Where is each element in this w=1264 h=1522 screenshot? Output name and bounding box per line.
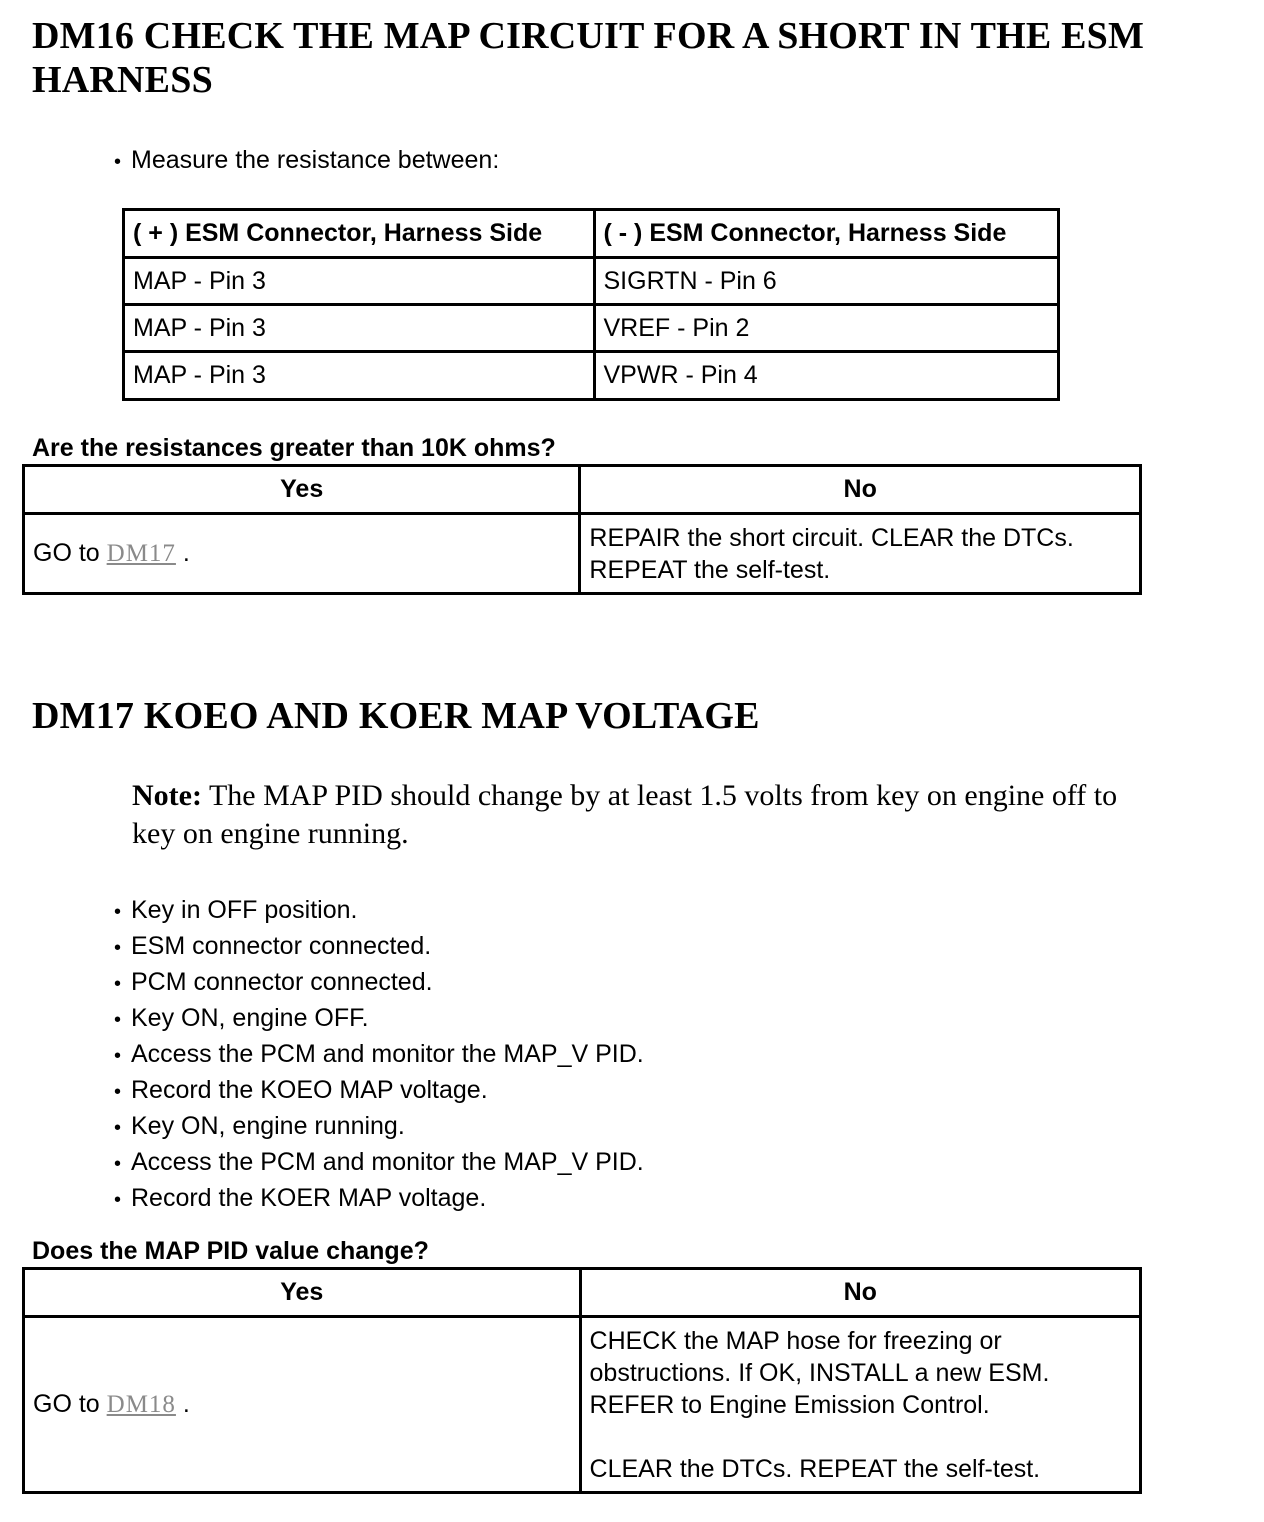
table-row — [124, 305, 1059, 352]
table-row — [124, 258, 1059, 305]
bullet-icon: • — [114, 151, 122, 173]
dm17-note — [132, 777, 1252, 853]
table-cell: VPWR - Pin 4 — [594, 352, 1059, 400]
list-item-text: PCM connector connected. — [131, 968, 433, 996]
answer-header-no: No — [580, 466, 1141, 514]
answer-yes-cell — [24, 1317, 581, 1493]
bullet-icon: • — [114, 1153, 122, 1175]
dm16-bullet-text: Measure the resistance between: — [131, 146, 500, 174]
answer-no-line: CLEAR the DTCs. REPEAT the self-test. — [589, 1454, 1041, 1483]
period-text: . — [182, 1390, 190, 1418]
list-item-text: ESM connector connected. — [131, 932, 432, 960]
table-cell: SIGRTN - Pin 6 — [594, 258, 1059, 305]
dm17-note-line1 — [132, 777, 1252, 815]
go-to-text: GO to — [33, 539, 100, 567]
list-item-text: Key ON, engine OFF. — [131, 1004, 369, 1032]
dm16-question: Are the resistances greater than 10K ohms? — [32, 434, 556, 462]
list-item — [114, 1109, 644, 1145]
bullet-icon: • — [114, 901, 122, 923]
list-item-text: Key ON, engine running. — [131, 1112, 405, 1140]
bullet-icon: • — [114, 973, 122, 995]
answer-no-line: obstructions. If OK, INSTALL a new ESM. — [589, 1358, 1050, 1387]
list-item — [114, 929, 644, 965]
bullet-icon: • — [114, 1189, 122, 1211]
list-item — [114, 1145, 644, 1181]
table-header-row — [124, 210, 1059, 258]
dm17-link[interactable]: DM17 — [106, 540, 176, 567]
dm16-title — [32, 14, 1144, 102]
table-cell: MAP - Pin 3 — [124, 258, 595, 305]
note-label: Note: — [132, 779, 202, 812]
table-header-negative: ( - ) ESM Connector, Harness Side — [594, 210, 1059, 258]
list-item — [114, 1037, 644, 1073]
dm17-title: DM17 KOEO AND KOER MAP VOLTAGE — [32, 695, 760, 737]
list-item — [114, 1073, 644, 1109]
answer-header-row — [24, 466, 1141, 514]
answer-header-yes: Yes — [24, 466, 580, 514]
table-cell: VREF - Pin 2 — [594, 305, 1059, 352]
answer-header-no: No — [580, 1269, 1140, 1317]
list-item — [114, 893, 644, 929]
answer-no-line: REFER to Engine Emission Control. — [589, 1390, 990, 1419]
list-item-text: Access the PCM and monitor the MAP_V PID. — [131, 1148, 644, 1176]
table-cell: MAP - Pin 3 — [124, 305, 595, 352]
list-item — [114, 1001, 644, 1037]
answer-header-row — [24, 1269, 1141, 1317]
list-item-text: Record the KOEO MAP voltage. — [131, 1076, 488, 1104]
list-item-text: Record the KOER MAP voltage. — [131, 1184, 487, 1212]
answer-no-line: REPEAT the self-test. — [589, 555, 831, 584]
dm18-link[interactable]: DM18 — [106, 1391, 176, 1418]
dm17-bullet-list — [114, 893, 644, 1217]
answer-no-cell — [580, 514, 1141, 594]
answer-row — [24, 514, 1141, 594]
answer-header-yes: Yes — [24, 1269, 581, 1317]
bullet-icon: • — [114, 1045, 122, 1067]
table-header-positive: ( + ) ESM Connector, Harness Side — [124, 210, 595, 258]
answer-yes-cell — [24, 514, 580, 594]
answer-row — [24, 1317, 1141, 1493]
list-item — [114, 965, 644, 1001]
go-to-text: GO to — [33, 1390, 100, 1418]
dm16-bullet — [114, 143, 499, 179]
dm16-title-line1: DM16 CHECK THE MAP CIRCUIT FOR A SHORT IN THE ESM — [32, 15, 1145, 57]
note-text: The MAP PID should change by at least 1.5 volts from key on engine off to — [208, 779, 1118, 812]
bullet-icon: • — [114, 1009, 122, 1031]
answer-no-spacer — [590, 1421, 1131, 1453]
dm16-resistance-table — [122, 208, 1060, 401]
list-item-text: Key in OFF position. — [131, 896, 358, 924]
dm17-question: Does the MAP PID value change? — [32, 1237, 429, 1265]
dm16-title-line2: HARNESS — [32, 59, 213, 101]
table-row — [124, 352, 1059, 400]
list-item — [114, 1181, 644, 1217]
period-text: . — [182, 539, 190, 567]
list-item-text: Access the PCM and monitor the MAP_V PID. — [131, 1040, 644, 1068]
dm17-answer-table — [22, 1267, 1142, 1494]
bullet-icon: • — [114, 1081, 122, 1103]
table-cell: MAP - Pin 3 — [124, 352, 595, 400]
bullet-icon: • — [114, 1117, 122, 1139]
dm16-answer-table — [22, 464, 1142, 595]
dm17-note-line2: key on engine running. — [132, 817, 409, 850]
answer-no-line: REPAIR the short circuit. CLEAR the DTCs. — [589, 523, 1074, 552]
answer-no-line: CHECK the MAP hose for freezing or — [589, 1326, 1002, 1355]
bullet-icon: • — [114, 937, 122, 959]
answer-no-cell — [580, 1317, 1140, 1493]
